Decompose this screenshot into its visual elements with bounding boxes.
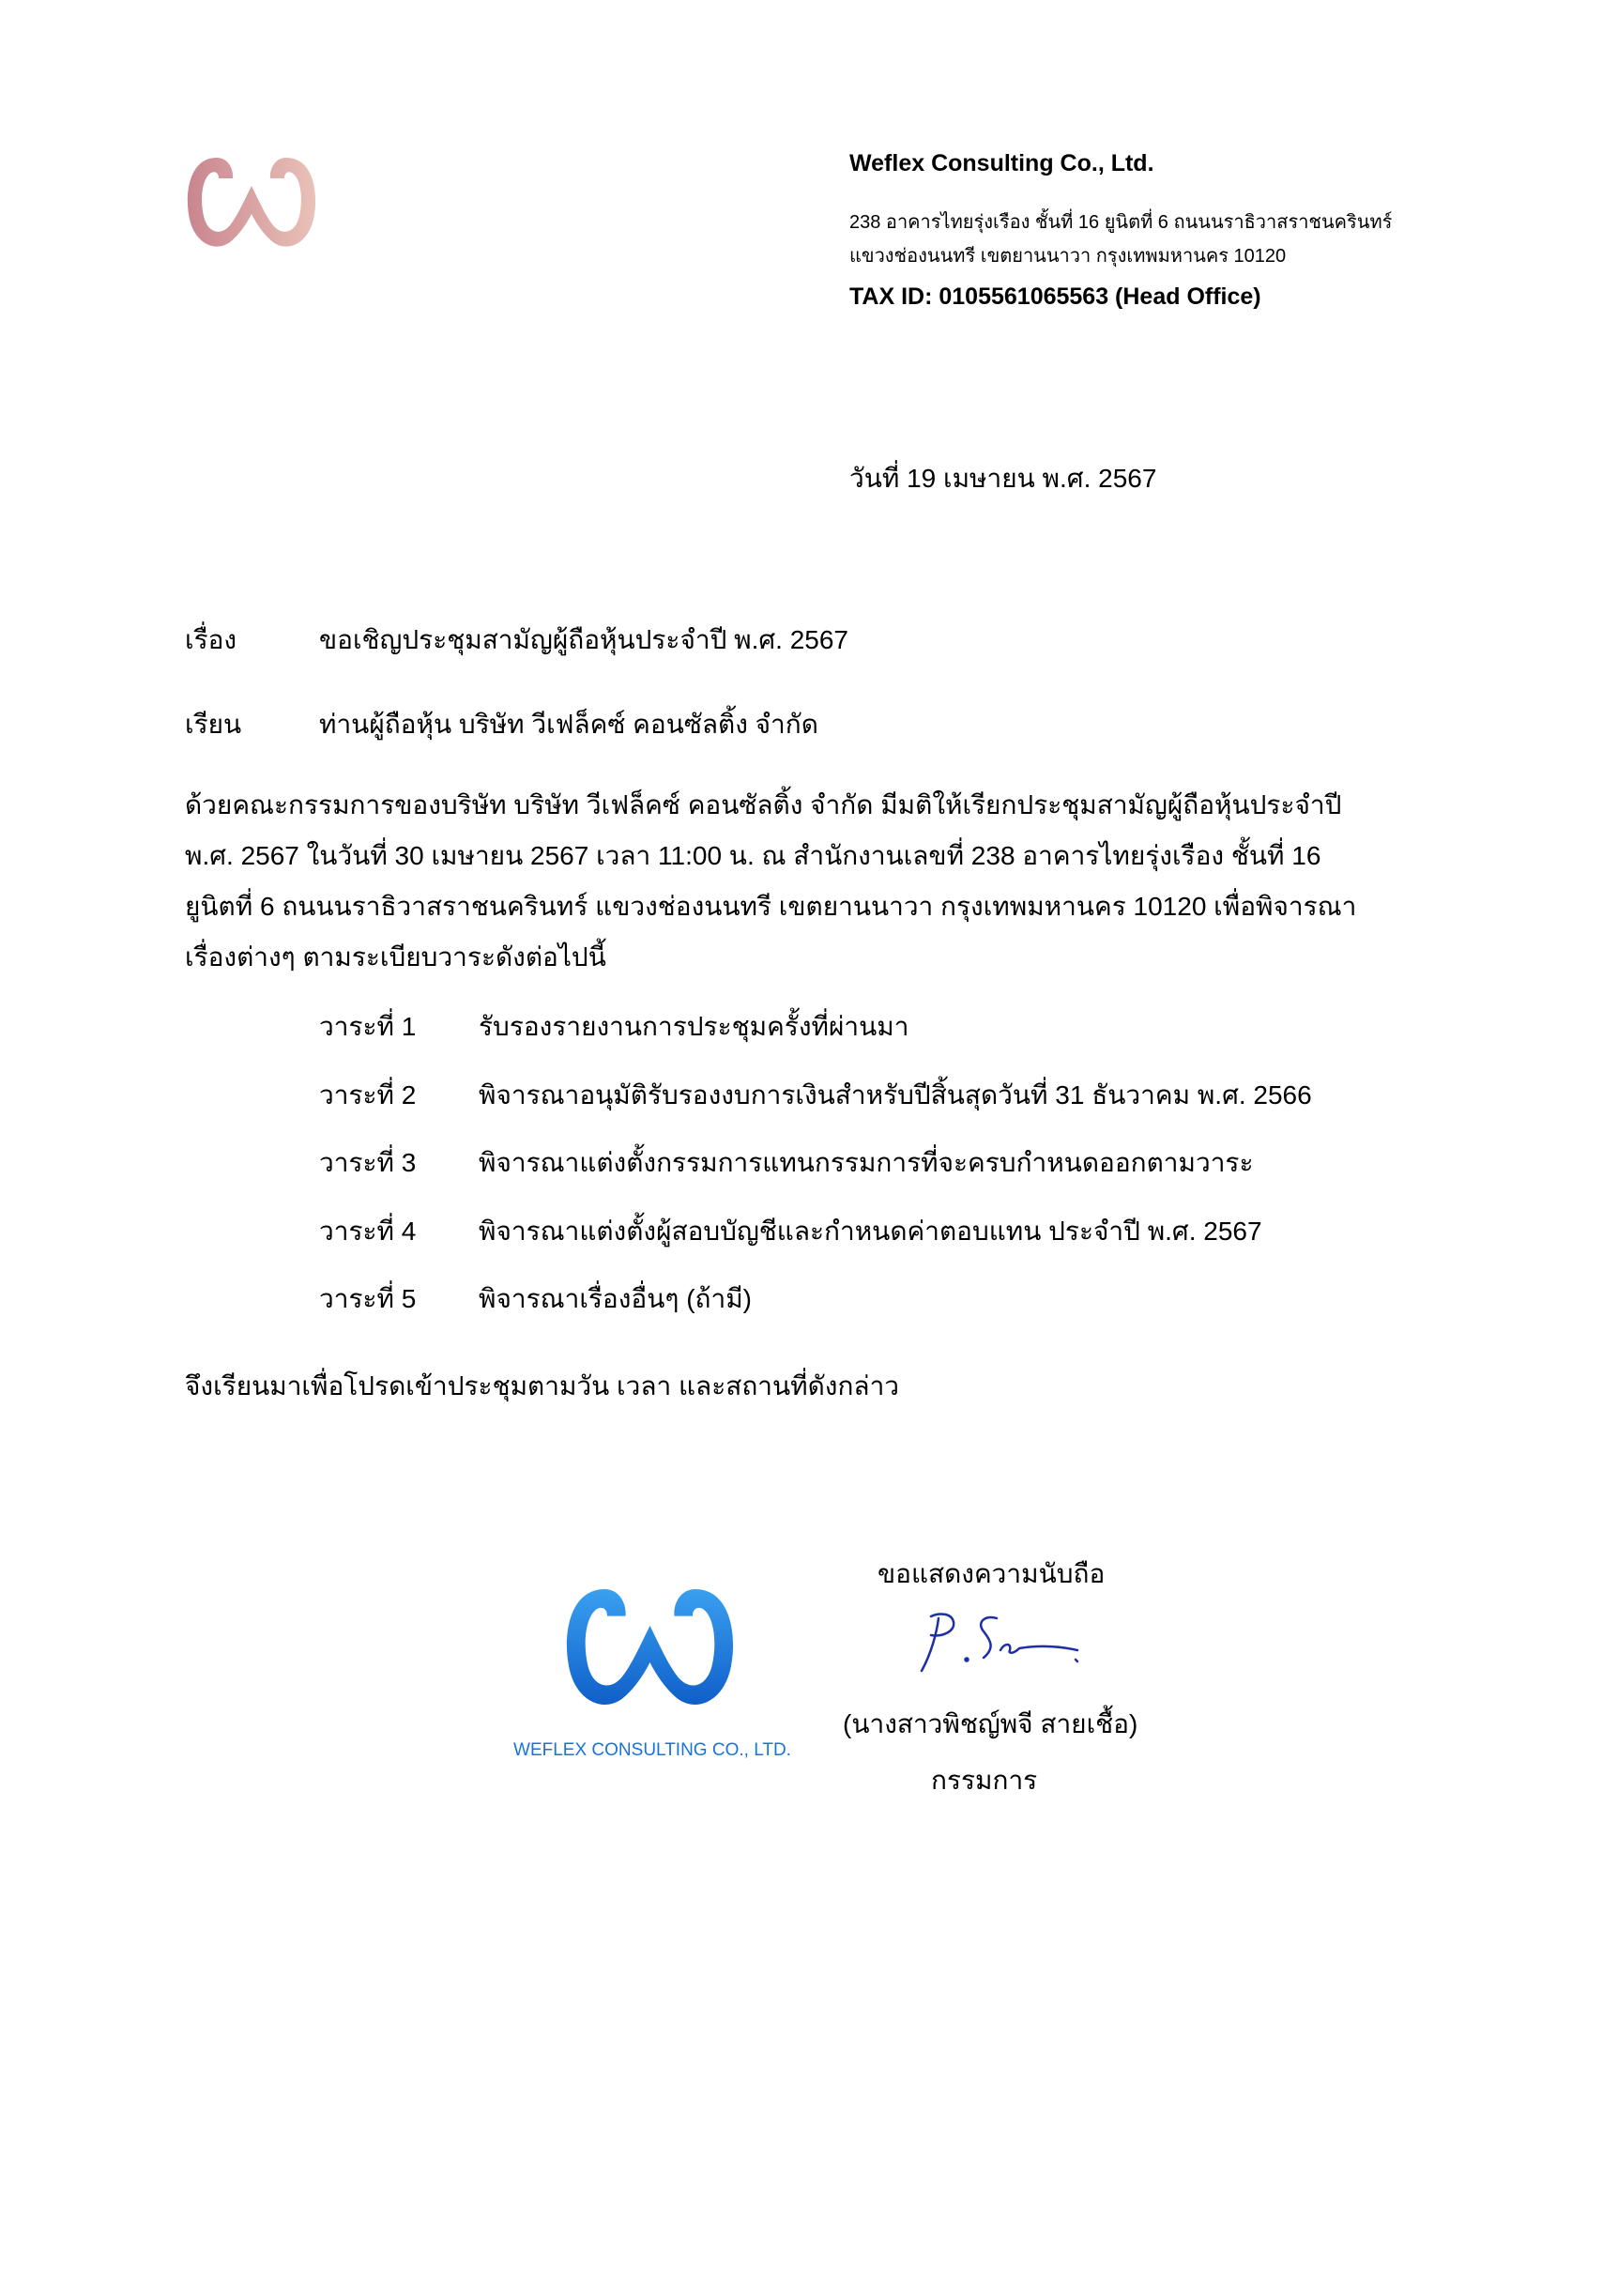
body-line: พ.ศ. 2567 ในวันที่ 30 เมษายน 2567 เวลา 11:00 น. ณ สำนักงานเลขที่ 238 อาคารไทยรุ่งเรือง ชั้นที่ 16 xyxy=(185,841,1321,870)
company-name: Weflex Consulting Co., Ltd. xyxy=(849,150,1154,176)
agenda-number: วาระที่ 5 xyxy=(319,1284,417,1313)
agenda-item: พิจารณาแต่งตั้งผู้สอบบัญชีและกำหนดค่าตอบแทน ประจำปี พ.ศ. 2567 xyxy=(479,1217,1262,1246)
letter-date: วันที่ 19 เมษายน พ.ศ. 2567 xyxy=(849,464,1157,493)
agenda-number: วาระที่ 4 xyxy=(319,1217,417,1246)
agenda-item: พิจารณาเรื่องอื่นๆ (ถ้ามี) xyxy=(479,1284,752,1313)
body-line: เรื่องต่างๆ ตามระเบียบวาระดังต่อไปนี้ xyxy=(185,942,606,972)
signature-icon xyxy=(910,1605,1098,1680)
recipient-text: ท่านผู้ถือหุ้น บริษัท วีเฟล็คซ์ คอนซัลติ้ง จำกัด xyxy=(319,710,818,739)
regards-text: ขอแสดงความนับถือ xyxy=(878,1559,1106,1588)
subject-text: ขอเชิญประชุมสามัญผู้ถือหุ้นประจำปี พ.ศ. 2567 xyxy=(319,625,848,654)
company-address-line-1: 238 อาคารไทยรุ่งเรือง ชั้นที่ 16 ยูนิตที่ 6 ถนนนราธิวาสราชนครินทร์ xyxy=(849,212,1393,233)
company-logo-icon xyxy=(181,148,322,261)
agenda-number: วาระที่ 2 xyxy=(319,1080,417,1110)
tax-id: TAX ID: 0105561065563 (Head Office) xyxy=(849,283,1261,310)
agenda-item: พิจารณาอนุมัติรับรองงบการเงินสำหรับปีสิ้นสุดวันที่ 31 ธันวาคม พ.ศ. 2566 xyxy=(479,1080,1312,1110)
subject-label: เรื่อง xyxy=(185,625,237,654)
stamp-text: WEFLEX CONSULTING CO., LTD. xyxy=(513,1740,791,1760)
body-line: ยูนิตที่ 6 ถนนนราธิวาสราชนครินทร์ แขวงช่องนนทรี เขตยานนาวา กรุงเทพมหานคร 10120 เพื่อพิจารณา xyxy=(185,892,1357,921)
company-stamp-icon xyxy=(488,1568,817,1774)
company-address-line-2: แขวงช่องนนทรี เขตยานนาวา กรุงเทพมหานคร 10120 xyxy=(849,246,1287,267)
body-line: ด้วยคณะกรรมการของบริษัท บริษัท วีเฟล็คซ์ คอนซัลติ้ง จำกัด มีมติให้เรียกประชุมสามัญผู้ถือหุ้นประจำปี xyxy=(185,790,1342,819)
agenda-item: พิจารณาแต่งตั้งกรรมการแทนกรรมการที่จะครบกำหนดออกตามวาระ xyxy=(479,1148,1254,1177)
recipient-label: เรียน xyxy=(185,710,242,739)
closing-text: จึงเรียนมาเพื่อโปรดเข้าประชุมตามวัน เวลา และสถานที่ดังกล่าว xyxy=(185,1371,900,1401)
signer-position: กรรมการ xyxy=(931,1766,1038,1795)
agenda-item: รับรองรายงานการประชุมครั้งที่ผ่านมา xyxy=(479,1012,909,1041)
agenda-number: วาระที่ 3 xyxy=(319,1148,417,1177)
signer-name: (นางสาวพิชญ์พจี สายเชื้อ) xyxy=(843,1709,1138,1738)
agenda-number: วาระที่ 1 xyxy=(319,1012,417,1041)
